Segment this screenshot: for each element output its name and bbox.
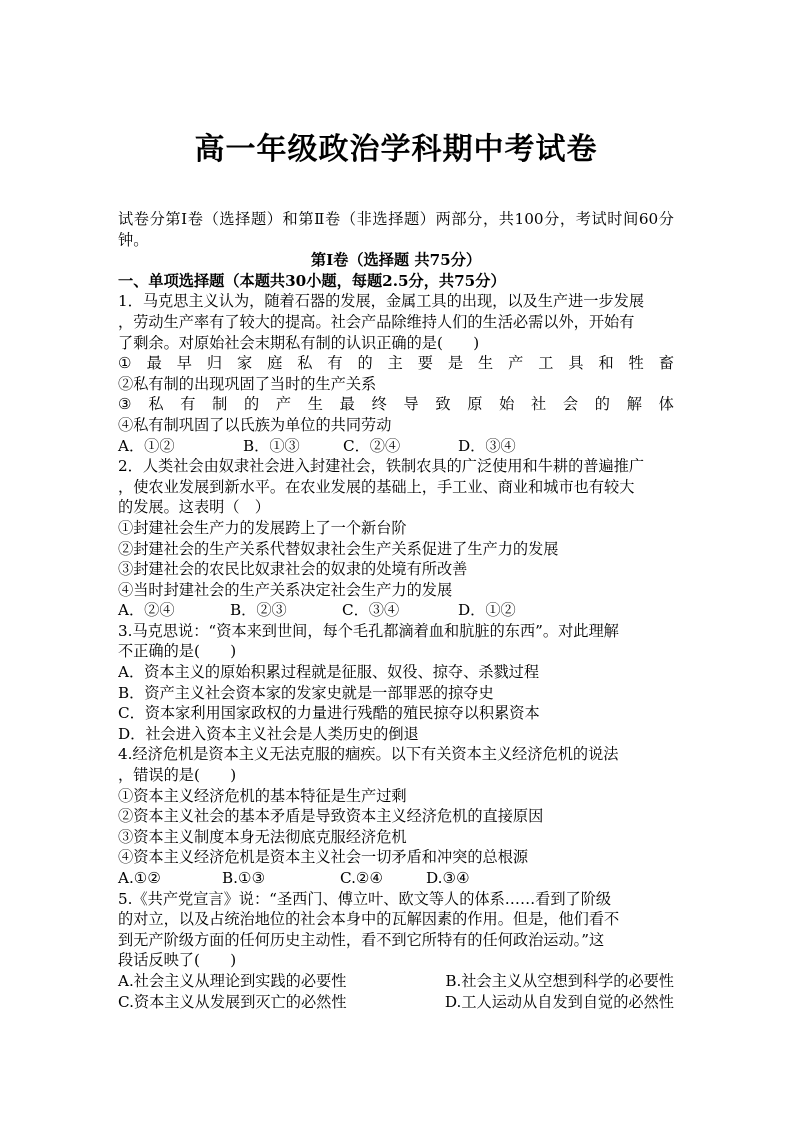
q1-option-d[interactable]: D．③④ (458, 436, 516, 455)
spread-char: 原 (467, 395, 483, 414)
q5-option-d[interactable]: D.工人运动从自发到自觉的必然性 (444, 992, 674, 1011)
q2-option-b[interactable]: B．②③ (230, 601, 287, 620)
q1-option-a[interactable]: A．①② (118, 436, 175, 455)
q3-option-c[interactable]: C．资本家利用国家政权的力量进行残酷的殖民掠夺以积累资本 (118, 704, 540, 723)
q5-option-c[interactable]: C.资本主义从发展到灭亡的必然性 (118, 992, 347, 1011)
q1-option-c[interactable]: C．②④ (343, 436, 401, 455)
spread-char: 最 (146, 354, 162, 373)
q5-options-row-1 (118, 971, 674, 992)
page-title: 高一年级政治学科期中考试卷 (194, 132, 598, 167)
q5-stem-line-4: 段话反映了( ) (118, 951, 237, 970)
q2-statement-2: ②封建社会的生产关系代替奴隶社会生产关系促进了生产力的发展 (118, 539, 559, 558)
spread-char: 最 (339, 395, 355, 414)
spread-char: 私 (297, 354, 313, 373)
q1-stem-line-2: ，劳动生产率有了较大的提高。社会产品除维持人们的生活必需以外，开始有 (118, 312, 635, 331)
spread-char: 会 (562, 395, 579, 414)
exam-body (118, 209, 674, 1012)
spread-char: 畜 (658, 354, 674, 373)
q2-stem-line-3: 的发展。这表明（ ） (118, 498, 270, 517)
q3-stem-line-1: 3.马克思说：“资本来到世间，每个毛孔都滴着血和肮脏的东西”。对此理解 (118, 621, 619, 640)
q4-option-a[interactable]: A.①② (118, 869, 162, 887)
q3-option-a[interactable]: A．资本主义的原始积累过程就是征服、奴役、掠夺、杀戮过程 (118, 663, 540, 682)
q4-statement-3: ③资本主义制度本身无法彻底克服经济危机 (118, 827, 407, 846)
spread-char: 有 (327, 354, 343, 373)
section-header: 第Ⅰ卷（选择题 共75分） (310, 251, 482, 270)
q5-stem-line-2: 的对立，以及占统治地位的社会本身中的瓦解因素的作用。但是，他们看不 (118, 910, 620, 929)
spread-char: 生 (477, 354, 494, 373)
spread-char: 产 (275, 395, 292, 414)
spread-char: 要 (417, 354, 433, 373)
q1-statement-3 (118, 394, 674, 415)
q2-statement-4: ④当时封建社会的生产关系决定社会生产力的发展 (118, 580, 453, 599)
spread-char: 归 (206, 354, 222, 373)
spread-char: 解 (626, 395, 642, 414)
q1-option-b[interactable]: B．①③ (243, 436, 300, 455)
spread-char: 体 (658, 395, 674, 414)
q2-option-d[interactable]: D．①② (458, 601, 516, 620)
q1-statement-4: ④私有制巩固了以氏族为单位的共同劳动 (118, 415, 392, 434)
q1-options (118, 436, 674, 457)
spread-char: 是 (447, 354, 463, 373)
spread-char: ③ (118, 395, 132, 414)
q4-stem-line-1: 4.经济危机是资本主义无法克服的痼疾。以下有关资本主义经济危机的说法 (118, 745, 619, 764)
q5-stem-line-1: 5.《共产党宣言》说：“圣西门、傅立叶、欧文等人的体系……看到了阶级 (118, 889, 612, 908)
q4-option-d[interactable]: D.③④ (426, 869, 470, 887)
spread-char: 社 (531, 395, 547, 414)
q5-stem-line-3: 到无产阶级方面的任何历史主动性，看不到它所特有的任何政治运动。”这 (118, 930, 605, 949)
spread-char: 私 (148, 395, 164, 414)
spread-char: 和 (598, 354, 614, 373)
spread-char: 导 (403, 395, 419, 414)
spread-char: 的 (594, 395, 610, 414)
spread-char: 产 (508, 354, 524, 373)
q3-stem-line-2: 不正确的是( ) (118, 642, 237, 661)
exam-intro: 试卷分第Ⅰ卷（选择题）和第Ⅱ卷（非选择题）两部分，共100分，考试时间60分钟。 (118, 210, 674, 249)
spread-char: 的 (357, 354, 373, 373)
q4-option-b[interactable]: B.①③ (222, 869, 266, 887)
spread-char: 牲 (628, 354, 644, 373)
spread-char: 具 (568, 354, 584, 373)
spread-char: 早 (176, 354, 192, 373)
spread-char: 主 (387, 354, 403, 373)
spread-char: 制 (212, 395, 228, 414)
q5-option-a[interactable]: A.社会主义从理论到实践的必要性 (118, 971, 347, 990)
q1-statement-2: ②私有制的出现巩固了当时的生产关系 (118, 374, 377, 393)
spread-char: 庭 (267, 354, 283, 373)
q1-stem-line-1: 1．马克思主义认为，随着石器的发展，金属工具的出现，以及生产进一步发展 (118, 292, 645, 311)
q2-stem-line-2: ，使农业发展到新水平。在农业发展的基础上，手工业、商业和城市也有较大 (118, 477, 635, 496)
q1-stem-line-3: 了剩余。对原始社会末期私有制的认识正确的是( ) (118, 333, 480, 352)
q2-statement-3: ③封建社会的农民比奴隶社会的奴隶的处境有所改善 (118, 560, 468, 579)
q4-statement-4: ④资本主义经济危机是资本主义社会一切矛盾和冲突的总根源 (118, 848, 529, 867)
q5-option-b[interactable]: B.社会主义从空想到科学的必要性 (445, 971, 674, 990)
q5-options-row-2 (118, 992, 674, 1013)
q1-statement-1 (118, 353, 674, 374)
spread-char: 生 (307, 395, 323, 414)
q2-statement-1: ①封建社会生产力的发展跨上了一个新台阶 (118, 518, 407, 537)
q2-options (118, 600, 674, 621)
q4-stem-line-2: ，错误的是( ) (118, 766, 237, 785)
q4-options (118, 868, 674, 889)
spread-char: 家 (236, 354, 253, 373)
q3-option-b[interactable]: B．资产主义社会资本家的发家史就是一部罪恶的掠夺史 (118, 683, 494, 702)
q4-option-c[interactable]: C.②④ (340, 869, 384, 887)
spread-char: 工 (538, 354, 554, 373)
q3-option-d[interactable]: D．社会进入资本主义社会是人类历史的倒退 (118, 724, 419, 743)
spread-char: 致 (435, 395, 451, 414)
spread-char: 始 (499, 395, 515, 414)
spread-char: 终 (371, 395, 387, 414)
q2-option-a[interactable]: A．②④ (118, 601, 175, 620)
q2-stem-line-1: 2．人类社会由奴隶社会进入封建社会，铁制农具的广泛使用和牛耕的普遍推广 (118, 457, 645, 476)
q2-option-c[interactable]: C．③④ (342, 601, 400, 620)
spread-char: 的 (244, 395, 260, 414)
q4-statement-1: ①资本主义经济危机的基本特征是生产过剩 (118, 786, 407, 805)
spread-char: ① (118, 354, 132, 373)
spread-char: 有 (180, 395, 196, 414)
part-header: 一、单项选择题（本题共30小题，每题2.5分，共75分） (118, 271, 506, 290)
q4-statement-2: ②资本主义社会的基本矛盾是导致资本主义经济危机的直接原因 (118, 807, 544, 826)
